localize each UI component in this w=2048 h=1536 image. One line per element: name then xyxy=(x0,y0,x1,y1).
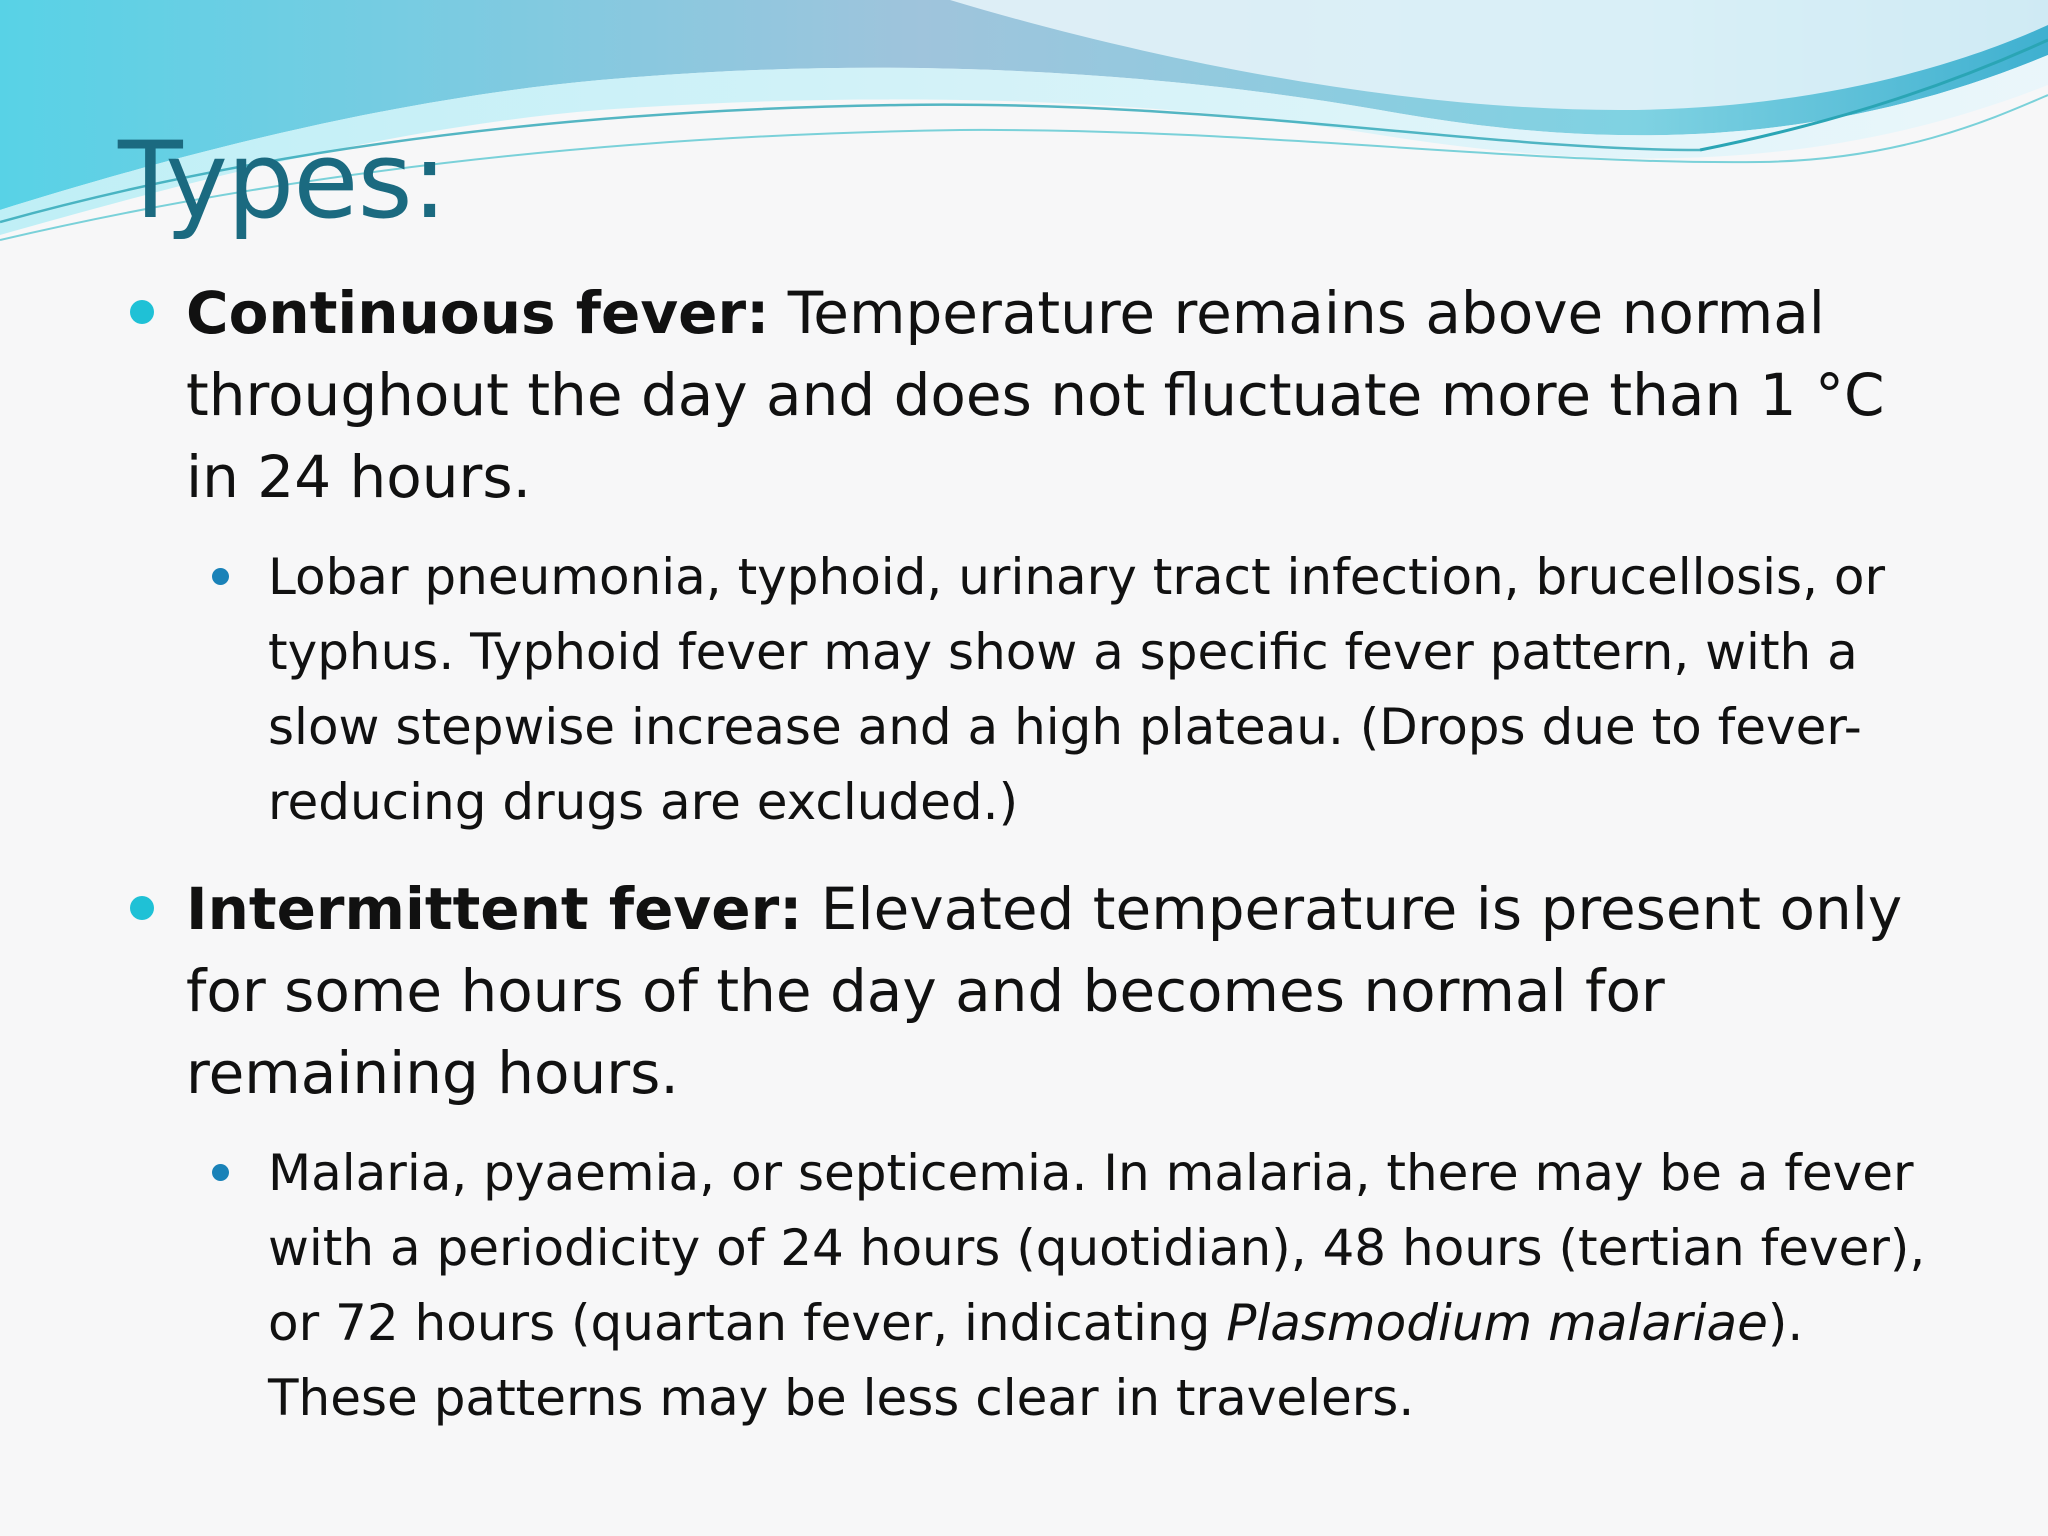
examples-text: Lobar pneumonia, typhoid, urinary tract infection, brucellosis, or typhus. Typhoid fever may show a specific fever pattern, with a slow stepwise increase and a high plateau. (Drops due to fever-reducing drugs are excluded.) xyxy=(268,548,1886,831)
definition-text: Temperature remains above normal throughout the day and does not fluctuate more than 1 °C in 24 hours. xyxy=(186,279,1885,511)
species-name: Plasmodium malariae xyxy=(1226,1294,1768,1352)
sub-bullet-item-intermittent-examples xyxy=(212,1136,1950,1436)
bullet-list xyxy=(130,272,1950,1464)
bullet-icon xyxy=(130,300,154,324)
definition-text: Elevated temperature is present only for some hours of the day and becomes normal for remaining hours. xyxy=(186,875,1903,1107)
bullet-item-continuous-fever xyxy=(130,272,1950,518)
bullet-item-intermittent-fever xyxy=(130,868,1950,1114)
term-label: Intermittent fever: xyxy=(186,875,803,943)
sub-bullet-icon xyxy=(212,568,229,585)
term-label: Continuous fever: xyxy=(186,279,770,347)
examples-text-part-1: Malaria, pyaemia, or septicemia. In malaria, there may be a fever with a periodicity of 24 hours (quotidian), 48 hours (tertian fever), or 72 hours (quartan fever, indicating xyxy=(268,1144,1926,1352)
sub-bullet-icon xyxy=(212,1164,229,1181)
examples-text-part-2: ). These patterns may be less clear in travelers. xyxy=(268,1294,1804,1427)
bullet-icon xyxy=(130,896,154,920)
slide-title: Types: xyxy=(118,119,447,242)
sub-bullet-item-continuous-examples xyxy=(212,540,1950,840)
